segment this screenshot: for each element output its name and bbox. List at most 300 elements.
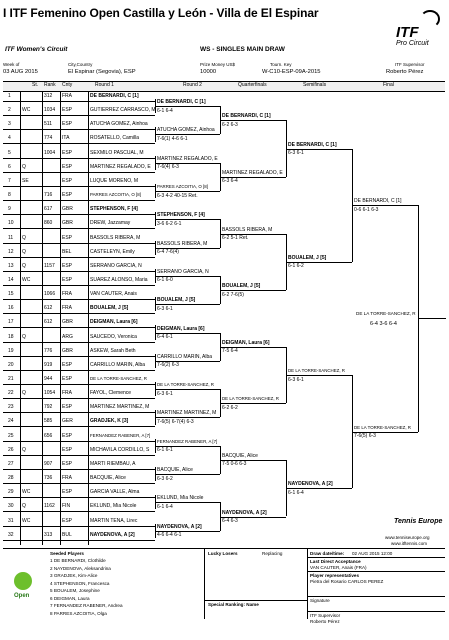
entry-underline xyxy=(3,540,155,541)
footer-top-rule xyxy=(3,548,445,549)
entry-underline xyxy=(3,483,155,484)
entry-name: SUAREZ ALONSO, Maria xyxy=(90,276,148,283)
qf-score: 7-5 0-6 6-3 xyxy=(222,461,247,468)
entry-row xyxy=(0,92,449,101)
entry-country: ESP xyxy=(62,404,73,411)
entry-number: 6 xyxy=(8,163,11,170)
signature-label: Signature xyxy=(310,598,330,603)
footer-rule-4 xyxy=(307,611,445,612)
entry-number: 2 xyxy=(8,107,11,114)
entry-name: PARRES AZCOITIA, O [8] xyxy=(90,192,141,198)
entry-country: FIN xyxy=(62,503,71,510)
entry-country: FRA xyxy=(62,291,72,298)
entry-number: 1 xyxy=(8,93,11,99)
entry-number: 23 xyxy=(8,404,14,411)
qf-winner-name: DE LA TORRE-SANCHEZ, R xyxy=(222,396,279,402)
entry-number: 16 xyxy=(8,305,14,312)
entry-rank: 585 xyxy=(44,418,53,425)
entry-underline xyxy=(3,497,155,498)
player-reps-label: Player representatives xyxy=(310,573,360,578)
col-cnty: Cnty xyxy=(62,82,73,88)
col-st: St. xyxy=(32,82,39,88)
entry-rank: 1054 xyxy=(44,390,56,397)
entry-name: CARRILLO MARIN, Alba xyxy=(90,361,146,368)
supervisor-footer-label: ITF Supervisor xyxy=(310,613,341,618)
col-divider-name xyxy=(88,92,89,545)
week-label: Week of xyxy=(3,62,20,67)
round2-score: 7-6(4) 6-3 xyxy=(157,164,179,171)
entry-country: ESP xyxy=(62,376,73,382)
entry-country: BEL xyxy=(62,248,72,255)
entry-name: MARTINEZ REGALADO, E xyxy=(90,163,151,170)
footer-rule-sr xyxy=(204,600,307,601)
entry-underline xyxy=(3,511,155,512)
sf-score: 6-3 6-1 xyxy=(288,150,304,157)
player-reps-value: Pietra del Rosario CARLOS PEREZ xyxy=(310,579,384,584)
round2-winner-name: BACQUIE, Alice xyxy=(157,467,193,474)
entry-name: BOUALEM, J [5] xyxy=(90,305,129,312)
entry-name: MARTI RIEMBAU, A xyxy=(90,460,136,467)
entry-name: MARTIN TENA, Lirec xyxy=(90,517,138,524)
round2-winner-name: NAYDENOVA, A [2] xyxy=(157,523,202,530)
entry-status: WC xyxy=(22,107,31,114)
draw-name: WS - SINGLES MAIN DRAW xyxy=(200,46,285,53)
entry-name: FERNANDEZ RABENER, A [7] xyxy=(90,432,151,438)
round2-score: 6-3 6-1 xyxy=(157,390,173,397)
seeded-player: 7 FERNANDEZ RABENER, Andrea xyxy=(50,603,123,608)
sf-winner-name: BOUALEM, J [5] xyxy=(288,254,327,261)
round2-score: 6-4 7-6(4) xyxy=(157,249,179,256)
round2-winner-name: BASSOLS RIBERA, M xyxy=(157,240,208,247)
entry-underline xyxy=(3,370,155,371)
round2-winner-name: CARRILLO MARIN, Alba xyxy=(157,353,213,360)
entry-number: 32 xyxy=(8,531,14,538)
qf-winner-name: BASSOLS RIBERA, M xyxy=(222,226,273,233)
entry-number: 30 xyxy=(8,503,14,510)
entry-country: ESP xyxy=(62,489,73,496)
round2-winner-name: FERNANDEZ RABENER, A [7] xyxy=(157,438,218,444)
entry-underline xyxy=(3,469,155,470)
round2-score: 6-4 6-1 xyxy=(157,334,173,341)
entry-country: ARG xyxy=(62,333,73,340)
entry-rank: 617 xyxy=(44,206,53,213)
entry-number: 19 xyxy=(8,347,14,354)
entry-row xyxy=(0,488,449,497)
entry-country: ESP xyxy=(62,192,73,199)
col-divider-st xyxy=(20,92,21,545)
col-semifinals: Semifinals xyxy=(303,82,327,88)
entry-number: 20 xyxy=(8,361,14,368)
prize-label: Prize Money US$ xyxy=(200,62,236,67)
city-value: El Espinar (Segovia), ESP xyxy=(68,69,136,75)
entry-name: GARCIA VALLE, Alma xyxy=(90,489,140,496)
entry-underline xyxy=(3,101,155,102)
entry-number: 5 xyxy=(8,149,11,156)
seeded-title: Seeded Players xyxy=(50,551,84,556)
qf-score: 6-3 6-4 xyxy=(222,178,238,185)
qf-winner-name: NAYDENOVA, A [2] xyxy=(222,509,267,516)
champion-score: 6-4 3-6 6-4 xyxy=(370,321,397,328)
round2-score: 7-6(2) 6-3 xyxy=(157,362,179,369)
tennis-europe-logo: Tennis Europe xyxy=(394,518,443,525)
entry-name: BASSOLS RIBERA, M xyxy=(90,234,141,241)
entry-underline xyxy=(3,271,155,272)
entry-row xyxy=(0,531,449,540)
seeded-player: 3 GRADJEK, Kim-Alice xyxy=(50,573,98,578)
entry-rank: 612 xyxy=(44,319,53,326)
entry-name: CASTELEYN, Emily xyxy=(90,248,135,255)
last-da-label: Last Direct Acceptance xyxy=(310,559,361,564)
round2-score: 7-6(1) 4-6 6-1 xyxy=(157,135,188,142)
entry-number: 29 xyxy=(8,489,14,496)
entry-country: ESP xyxy=(62,121,73,128)
entry-number: 28 xyxy=(8,475,14,482)
entry-status: Q xyxy=(22,262,26,269)
entry-status: WC xyxy=(22,489,31,496)
col-final: Final xyxy=(383,82,394,88)
entry-underline xyxy=(3,158,155,159)
sf-winner-name: DE LA TORRE-SANCHEZ, R xyxy=(288,368,345,373)
qf-score: 6-4 6-3 xyxy=(222,518,238,524)
entry-underline xyxy=(3,426,155,427)
entry-name: DE LA TORRE-SANCHEZ, R xyxy=(90,376,147,381)
entry-country: ESP xyxy=(62,107,73,114)
seeded-player: 1 DE BERNARDI, Clothilde xyxy=(50,558,106,563)
entry-number: 11 xyxy=(8,234,14,241)
entry-country: FRA xyxy=(62,475,72,482)
tournament-title: I ITF Femenino Open Castilla y León - Villa de El Espinar xyxy=(3,6,319,20)
entry-rank: 716 xyxy=(44,192,53,199)
entry-row xyxy=(0,474,449,483)
entry-name: SAUCEDO, Veronica xyxy=(90,333,137,340)
sf-score: 6-3 6-1 xyxy=(288,376,304,383)
entry-name: ASKEW, Sarah Beth xyxy=(90,347,136,354)
col-divider-rank xyxy=(42,92,43,545)
entry-number: 25 xyxy=(8,432,14,439)
seeded-player: 4 STEPHENSON, Francesca xyxy=(50,580,110,586)
entry-underline xyxy=(3,243,155,244)
entry-underline xyxy=(3,356,155,357)
qf-score: 6-2 6-3 xyxy=(222,121,238,128)
entry-rank: 511 xyxy=(44,121,52,128)
entry-underline xyxy=(3,299,155,300)
entry-name: VAN CAUTER, Anais xyxy=(90,291,137,298)
sf-winner-name: NAYDENOVA, A [2] xyxy=(288,481,333,488)
entry-name: FAYOL, Clemence xyxy=(90,390,132,397)
entry-country: GBR xyxy=(62,220,73,227)
round2-score: 6-1 6-4 xyxy=(157,107,173,114)
entry-status: Q xyxy=(22,503,26,510)
seeded-player: 2 NAYDENOVA, Aleksandrina xyxy=(50,565,111,571)
entry-rank: 774 xyxy=(44,135,53,142)
sf-score: 6-1 6-2 xyxy=(288,263,304,270)
qf-score: 6-2 5-1 Ret. xyxy=(222,235,249,241)
entry-rank: 1157 xyxy=(44,262,55,269)
entry-name: MARTINEZ MARTINEZ, M xyxy=(90,404,150,411)
week-value: 03 AUG 2015 xyxy=(3,69,38,75)
round2-winner-name: DE LA TORRE-SANCHEZ, R xyxy=(157,382,214,388)
website-2: www.itftennis.com xyxy=(391,541,428,546)
round2-score: 6-3 6-1 xyxy=(157,305,173,312)
entry-underline xyxy=(3,441,155,442)
entry-country: ESP xyxy=(62,432,73,439)
entry-rank: 313 xyxy=(44,531,53,538)
qf-winner-name: DEIGMAN, Laura [6] xyxy=(222,339,270,346)
entry-status: Q xyxy=(22,390,26,397)
entry-underline xyxy=(3,115,155,116)
seeded-player: 5 BOUALEM, Josephine xyxy=(50,588,100,593)
itf-pro-circuit-logo xyxy=(396,6,442,52)
entry-rank: 919 xyxy=(44,361,53,368)
entry-country: ITA xyxy=(62,135,70,142)
entry-rank: 907 xyxy=(44,460,53,467)
entry-country: ESP xyxy=(62,234,73,241)
entry-country: ESP xyxy=(62,262,73,269)
entry-rank: 1066 xyxy=(44,291,56,298)
sf-score: 6-1 6-4 xyxy=(288,489,304,496)
entry-country: ESP xyxy=(62,163,73,170)
supervisor-value: Roberto Pérez xyxy=(386,69,424,75)
entry-country: GBR xyxy=(62,347,73,354)
entry-number: 17 xyxy=(8,319,14,326)
qf-winner-name: DE BERNARDI, C [1] xyxy=(222,113,271,120)
entry-underline xyxy=(3,257,155,258)
entry-number: 9 xyxy=(8,206,11,213)
entry-name: SEXMILO PASCUAL, M xyxy=(90,149,144,156)
entry-underline xyxy=(3,214,155,215)
entry-name: GUTIERREZ CARRASCO, M xyxy=(90,107,156,114)
entry-status: Q xyxy=(22,248,26,255)
entry-country: FRA xyxy=(62,305,72,312)
entry-row xyxy=(0,149,449,158)
entry-underline xyxy=(3,228,155,229)
entry-number: 12 xyxy=(8,248,14,255)
entry-name: SERRANO GARCIA, N xyxy=(90,262,142,269)
entry-number: 27 xyxy=(8,460,14,467)
round2-score: 4-6 6-4 6-1 xyxy=(157,532,182,539)
entry-number: 21 xyxy=(8,376,14,382)
entry-status: Q xyxy=(22,446,26,453)
entry-status: Q xyxy=(22,333,26,340)
qf-score: 7-5 6-4 xyxy=(222,348,238,355)
entry-number: 24 xyxy=(8,418,14,425)
round2-score: 6-1 6-4 xyxy=(157,503,173,510)
seeded-player: 8 PARRES AZCOITIA, Olga xyxy=(50,610,107,616)
entry-row xyxy=(0,205,449,214)
entry-underline xyxy=(3,129,155,130)
entry-name: LUQUE MORENO, M xyxy=(90,177,139,184)
qf-score: 6-2 7-6(5) xyxy=(222,291,244,298)
entry-country: ESP xyxy=(62,361,73,368)
entry-number: 10 xyxy=(8,220,14,227)
entry-name: MICHAVILA CORDILLO, S xyxy=(90,446,150,453)
special-ranking-label: Special Ranking: Name xyxy=(208,602,259,607)
final-winner-name: DE LA TORRE-SANCHEZ, R xyxy=(354,424,411,430)
champion-name: DE LA TORRE-SANCHEZ, R xyxy=(356,311,416,317)
prize-value: 10000 xyxy=(200,69,217,75)
footer-divider-2 xyxy=(307,549,308,619)
entry-name: EKLUND, Mia Nicole xyxy=(90,503,137,510)
supervisor-footer-value: Roberto Pérez xyxy=(310,619,340,624)
entry-underline xyxy=(3,526,155,527)
entry-number: 14 xyxy=(8,276,14,283)
seeded-player: 6 DEIGMAN, Laura xyxy=(50,595,90,601)
entry-underline xyxy=(3,143,155,144)
footer-rule-1 xyxy=(307,557,445,558)
round2-winner-name: PARRES AZCOITIA, O [8] xyxy=(157,184,208,190)
tourn-key-label: Tourn. Key xyxy=(270,62,292,67)
entry-underline xyxy=(3,200,155,201)
round2-winner-name: DEIGMAN, Laura [6] xyxy=(157,325,205,332)
entry-underline xyxy=(3,412,155,413)
round2-winner-name: DE BERNARDI, C [1] xyxy=(157,99,206,106)
entry-country: ESP xyxy=(62,517,73,524)
entry-number: 4 xyxy=(8,135,11,142)
round2-score: 3-6 6-2 6-1 xyxy=(157,220,182,227)
entry-rank: 944 xyxy=(44,376,53,382)
itf-logo-text: ITF xyxy=(396,24,419,41)
entry-underline xyxy=(3,342,155,343)
entry-status: WC xyxy=(22,276,31,283)
entry-row xyxy=(0,432,449,441)
entry-status: WC xyxy=(22,517,31,524)
draw-date-label: Draw date/time: xyxy=(310,551,345,556)
round2-score: 7-6(5) 6-7(4) 6-3 xyxy=(157,418,194,425)
col-round2: Round 2 xyxy=(183,82,202,88)
col-rank: Rank xyxy=(44,82,56,88)
qf-winner-name: BACQUIE, Alice xyxy=(222,452,258,459)
entry-number: 26 xyxy=(8,446,14,453)
entry-underline xyxy=(3,327,155,328)
entry-rank: 1004 xyxy=(44,149,56,156)
swoosh-icon xyxy=(420,10,440,28)
entry-name: DE BERNARDI, C [1] xyxy=(90,93,139,99)
entry-rank: 860 xyxy=(44,220,53,227)
tourn-key-value: W-C10-ESP-09A-2015 xyxy=(262,69,321,75)
entry-country: GER xyxy=(62,418,73,425)
qf-winner-name: MARTINEZ REGALADO, E xyxy=(222,169,283,176)
entry-country: BUL xyxy=(62,531,72,538)
entry-name: GRADJEK, K [3] xyxy=(90,418,129,425)
footer-rule-3 xyxy=(307,596,445,597)
entry-underline xyxy=(3,398,155,399)
supervisor-label: ITF Supervisor xyxy=(395,62,425,67)
entry-row xyxy=(0,248,449,257)
round2-score: 6-3 4-2 40-15 Ret. xyxy=(157,192,198,199)
ball-icon xyxy=(14,572,32,590)
website-1: www.tenniseurope.org xyxy=(385,535,430,540)
entry-name: NAYDENOVA, A [2] xyxy=(90,531,135,538)
final-winner-name: DE BERNARDI, C [1] xyxy=(354,198,402,205)
entry-rank: 612 xyxy=(44,305,53,312)
col-round1: Round 1 xyxy=(95,82,114,88)
champion-line xyxy=(418,318,446,319)
round2-winner-name: MARTINEZ REGALADO, E xyxy=(157,155,218,162)
open-logo xyxy=(8,570,40,610)
entry-rank: 656 xyxy=(44,432,53,439)
entry-number: 3 xyxy=(8,121,11,128)
entry-underline xyxy=(3,172,155,173)
entry-country: ESP xyxy=(62,149,73,156)
entry-underline xyxy=(3,285,155,286)
round2-winner-name: MARTINEZ MARTINEZ, M xyxy=(157,410,217,417)
entry-rank: 792 xyxy=(44,404,53,411)
draw-date-value: 02 AUG 2015 12:00 xyxy=(352,551,393,556)
footer-rule-2 xyxy=(307,571,445,572)
round2-winner-name: SERRANO GARCIA, N xyxy=(157,268,209,275)
entry-row xyxy=(0,361,449,370)
entry-country: GBR xyxy=(62,206,73,213)
col-divider-cnty xyxy=(60,92,61,545)
entry-country: FRA xyxy=(62,390,72,397)
round2-winner-name: EKLUND, Mia Nicole xyxy=(157,495,204,502)
replacing-label: Replacing xyxy=(262,551,283,556)
entry-number: 18 xyxy=(8,333,14,340)
entry-name: BACQUIE, Alice xyxy=(90,475,126,482)
circuit-name: ITF Women's Circuit xyxy=(5,46,68,53)
city-label: City,Country xyxy=(68,62,93,67)
entry-rank: 736 xyxy=(44,475,53,482)
entry-number: 13 xyxy=(8,262,14,269)
final-score: 7-6(5) 6-3 xyxy=(354,433,376,440)
col-quarterfinals: Quarterfinals xyxy=(238,82,267,88)
entry-country: ESP xyxy=(62,446,73,453)
entry-name: DEIGMAN, Laura [6] xyxy=(90,319,138,326)
sf-winner-name: DE BERNARDI, C [1] xyxy=(288,141,337,148)
round2-winner-name: ATUCHA GOMEZ, Ainhoa xyxy=(157,127,215,134)
qf-winner-name: BOUALEM, J [5] xyxy=(222,283,261,290)
entry-rank: 1162 xyxy=(44,503,55,510)
entry-underline xyxy=(3,384,155,385)
round2-score: 6-3 6-2 xyxy=(157,475,173,482)
entry-country: GBR xyxy=(62,319,73,326)
entry-country: ESP xyxy=(62,177,73,184)
entry-underline xyxy=(3,455,155,456)
last-da-value: VAN CAUTER, Anais (FRA) xyxy=(310,565,367,570)
round2-winner-name: STEPHENSON, F [4] xyxy=(157,212,205,219)
final-score: 0-6 6-1 6-3 xyxy=(354,206,379,213)
entry-country: ESP xyxy=(62,460,73,467)
footer-divider-1 xyxy=(204,549,205,619)
entry-rank: 312 xyxy=(44,93,53,99)
entry-country: ESP xyxy=(62,276,73,283)
round2-score: 6-1 6-1 xyxy=(157,447,173,454)
entry-rank: 1034 xyxy=(44,107,56,114)
entry-number: 15 xyxy=(8,291,14,298)
entry-status: Q xyxy=(22,163,26,170)
entry-underline xyxy=(3,186,155,187)
pro-circuit-logo-text: Pro Circuit xyxy=(396,40,429,47)
entry-number: 7 xyxy=(8,177,11,184)
entry-country: FRA xyxy=(62,93,72,99)
entry-row xyxy=(0,262,449,271)
qf-score: 6-2 6-2 xyxy=(222,404,238,411)
entry-status: Q xyxy=(22,234,26,241)
entry-name: ROSATELLO, Camilla xyxy=(90,135,140,142)
round2-winner-name: BOUALEM, J [5] xyxy=(157,297,196,304)
entry-row xyxy=(0,134,449,143)
entry-underline xyxy=(3,313,155,314)
entry-number: 31 xyxy=(8,517,14,524)
entry-rank: 776 xyxy=(44,347,53,354)
entry-status: SE xyxy=(22,177,29,184)
entry-name: DREW, Jazzamay xyxy=(90,220,131,227)
lucky-losers-title: Lucky Losers xyxy=(208,551,238,556)
entry-name: STEPHENSON, F [4] xyxy=(90,206,138,213)
entry-number: 8 xyxy=(8,192,11,199)
round2-score: 6-1 6-0 xyxy=(157,277,173,284)
entry-number: 22 xyxy=(8,390,14,397)
